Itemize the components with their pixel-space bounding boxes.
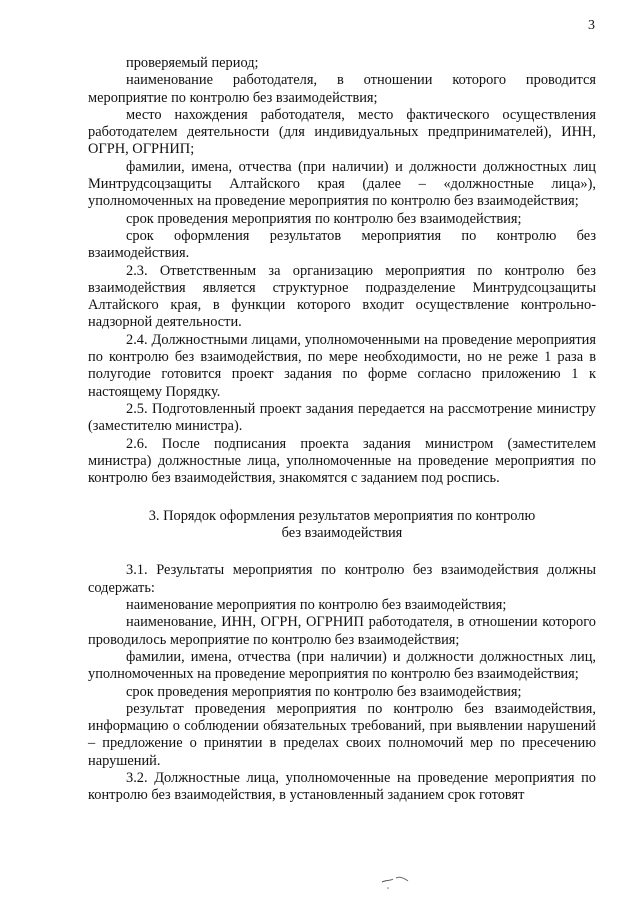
paragraph: срок проведения мероприятия по контролю без взаимодействия; (126, 210, 522, 227)
paragraph: срок оформления результатов мероприятия по контролю без взаимодействия. (88, 227, 596, 262)
paragraph: срок проведения мероприятия по контролю без взаимодействия; (126, 683, 522, 700)
section-heading-line: без взаимодействия (281, 525, 403, 542)
document-body (88, 55, 596, 805)
paragraph: фамилии, имена, отчества (при наличии) и должности должностных лиц Минтрудсоцзащиты Алтайского края (далее – «должностные лица»), уполномоченных на проведение мероприятия по контролю без взаимодействия; (88, 158, 596, 210)
paragraph: место нахождения работодателя, место фактического осуществления работодателем деятельности (для индивидуальных предпринимателей), ИНН, ОГРН, ОГРНИП; (88, 106, 596, 158)
paragraph: результат проведения мероприятия по контролю без взаимодействия, информацию о соблюдении обязательных требований, при выявлении нарушений – предложение о принятии в пределах своих полномочий мер по пресечению нарушений. (88, 700, 596, 769)
paragraph: 2.5. Подготовленный проект задания передается на рассмотрение министру (заместителю министра). (88, 400, 596, 435)
paragraph: 2.4. Должностными лицами, уполномоченными на проведение мероприятия по контролю без взаимодействия, по мере необходимости, но не реже 1 раза в полугодие готовится проект задания по форме согласно приложению 1 к настоящему Порядку. (88, 331, 596, 400)
paragraph: 3.1. Результаты мероприятия по контролю без взаимодействия должны содержать: (88, 562, 596, 596)
section-heading (88, 508, 596, 542)
section-heading-line: 3. Порядок оформления результатов мероприятия по контролю (148, 508, 536, 525)
paragraph: 2.3. Ответственным за организацию мероприятия по контролю без взаимодействия является структурное подразделение Минтрудсоцзащиты Алтайского края, в функции которого входит осуществление контрольно-надзорной деятельности. (88, 262, 596, 331)
page-number: 3 (588, 18, 595, 33)
paragraph: наименование, ИНН, ОГРН, ОГРНИП работодателя, в отношении которого проводилось мероприятие по контролю без взаимодействия; (88, 614, 596, 648)
paragraph: 3.2. Должностные лица, уполномоченные на проведение мероприятия по контролю без взаимодействия, в установленный заданием срок готовят (88, 769, 596, 804)
paragraph: проверяемый период; (126, 55, 259, 71)
paragraph: фамилии, имена, отчества (при наличии) и должности должностных лиц, уполномоченных на проведение мероприятия по контролю без взаимодействия; (88, 648, 596, 683)
paragraph: 2.6. После подписания проекта задания министром (заместителем министра) должностные лица, уполномоченные на проведение мероприятия по контролю без взаимодействия, знакомятся с заданием под роспись. (88, 435, 596, 487)
paragraph: наименование мероприятия по контролю без взаимодействия; (126, 597, 507, 614)
scan-mark-icon (376, 872, 416, 892)
paragraph: наименование работодателя, в отношении которого проводится мероприятие по контролю без взаимодействия; (88, 72, 596, 106)
